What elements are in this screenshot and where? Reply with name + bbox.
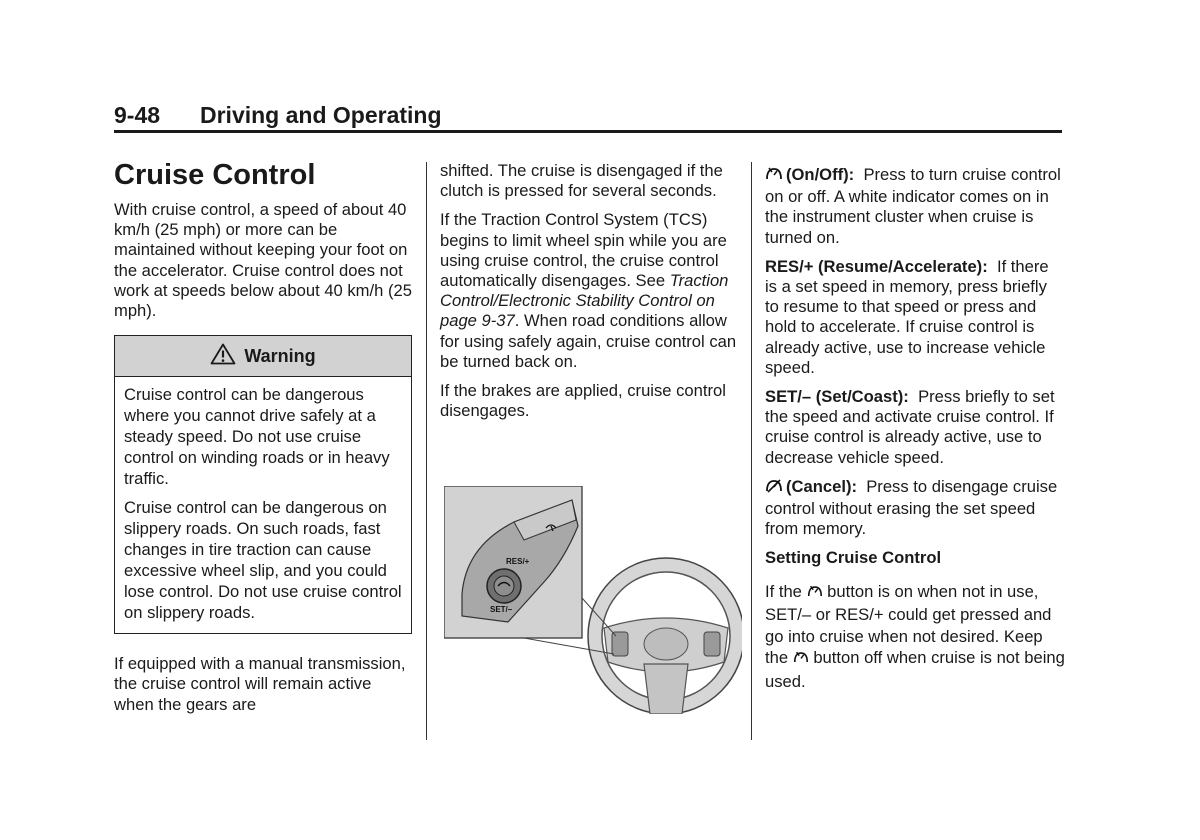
onoff-paragraph: [765, 165, 1065, 248]
res-term: RES/+ (Resume/Accelerate):: [765, 256, 988, 276]
warning-label: Warning: [244, 346, 316, 367]
page-header: [114, 100, 1062, 133]
page-title: Cruise Control: [114, 159, 316, 191]
warning-paragraph: Cruise control can be dangerous where you cannot drive safely at a steady speed. Do not use cruise control on winding roads or in heavy traffic.: [124, 385, 390, 489]
setting-text-1: If the: [765, 581, 802, 601]
cruise-cancel-icon: [765, 478, 783, 499]
column-3: [765, 165, 1065, 702]
intro-paragraph: With cruise control, a speed of about 40 km/h (25 mph) or more can be maintained without keeping your foot on the accelerator. Cruise control does not work at speeds below about 40 km/h (25 mph).: [114, 200, 412, 321]
tcs-paragraph: [440, 210, 740, 372]
column-1: [114, 158, 412, 724]
setting-text-3: button off when cruise is not being used.: [765, 648, 1065, 692]
manual-transmission-paragraph: If equipped with a manual transmission, the cruise control will remain active when the gears are: [114, 654, 406, 714]
tcs-text: If the Traction Control System (TCS) begins to limit wheel spin while you are using cruise control, the cruise control automatically disengages. See: [440, 210, 727, 291]
page-number: 9-48: [114, 102, 161, 128]
res-button-label: RES/+: [506, 557, 530, 566]
res-text: If there is a set speed in memory, press briefly to resume to that speed or press and hold to accelerate. If cruise control is already active, use to increase vehicle speed.: [765, 256, 1049, 377]
set-term: SET/– (Set/Coast):: [765, 387, 909, 407]
clutch-paragraph: shifted. The cruise is disengaged if the clutch is pressed for several seconds.: [440, 161, 723, 201]
cancel-paragraph: [765, 477, 1065, 540]
brakes-paragraph: If the brakes are applied, cruise control disengages.: [440, 381, 726, 421]
setting-text-2: button is on when not in use, SET/– or RES/+ could get pressed and go into cruise when not desired. Keep the: [765, 581, 1052, 668]
cancel-text: Press to disengage cruise control without erasing the set speed from memory.: [765, 476, 1058, 539]
onoff-text: Press to turn cruise control on or off. A white indicator comes on in the instrument cluster when cruise is turned on.: [765, 165, 1061, 247]
warning-header: [115, 336, 411, 377]
section-title: Driving and Operating: [200, 102, 442, 128]
column-divider-1: [426, 162, 427, 740]
onoff-term: (On/Off):: [786, 165, 855, 184]
illustration-svg: [444, 486, 742, 714]
set-paragraph: [765, 387, 1065, 468]
res-paragraph: [765, 257, 1065, 378]
set-button-label: SET/–: [490, 605, 513, 614]
warning-triangle-icon: [210, 343, 244, 369]
column-2: [440, 161, 740, 430]
column-divider-2: [751, 162, 752, 740]
steering-wheel-illustration: [444, 486, 742, 714]
cruise-onoff-icon: [793, 649, 809, 671]
tcs-text-end: . When road conditions allow for using safely again, cruise control can be turned back on.: [440, 311, 737, 371]
warning-body: [115, 377, 411, 633]
cancel-term: (Cancel):: [786, 476, 857, 496]
setting-cruise-heading: Setting Cruise Control: [765, 548, 942, 568]
set-text: Press briefly to set the speed and activate cruise control. If cruise control is already active, use to decrease vehicle speed.: [765, 387, 1055, 467]
warning-paragraph: Cruise control can be dangerous on slippery roads. On such roads, fast changes in tire traction can cause excessive wheel slip, and you could lose control. Do not use cruise control on slippery roads.: [124, 498, 402, 623]
cruise-onoff-icon: [807, 583, 823, 605]
cruise-onoff-icon: [765, 166, 783, 187]
warning-box: [114, 335, 412, 634]
setting-paragraph: [765, 581, 1065, 693]
tcs-reference-link[interactable]: Traction Control/Electronic Stability Control on page 9-37: [440, 271, 729, 331]
